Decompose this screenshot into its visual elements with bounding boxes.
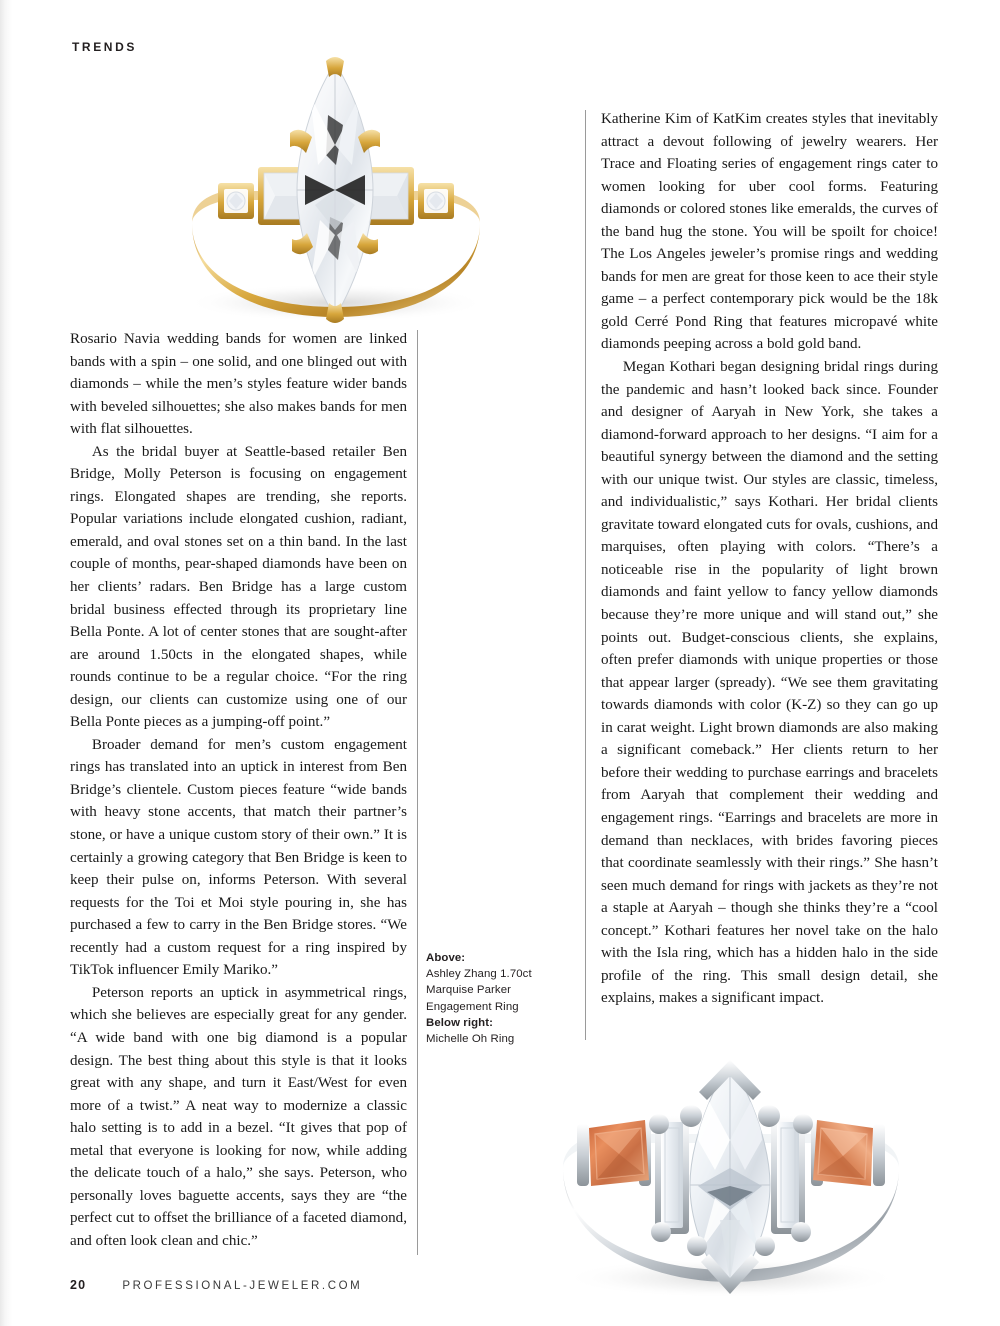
page-number: 20 bbox=[70, 1278, 87, 1292]
caption-above-line-2: Marquise Parker bbox=[426, 984, 512, 997]
page-gutter-shadow bbox=[0, 0, 12, 1326]
column-rule-left bbox=[417, 330, 418, 1255]
page-footer bbox=[70, 1278, 362, 1292]
body-column-right bbox=[601, 108, 938, 1010]
paragraph: As the bridal buyer at Seattle-based retailer Ben Bridge, Molly Peterson is focusing on engagement rings. Elongated shapes are trending, she reports. Popular variations include elongated cushion, radiant, emerald, and oval stones set on a thin band. In the last couple of months, pear-shaped diamonds have been on her clients’ radars. Ben Bridge has a large custom bridal business effected through its proprietary line Bella Ponte. A lot of center stones that are sought-after are around 1.50cts in the elongated shapes, while rounds continue to be a regular choice. “For the ring design, our clients can customize using one of our Bella Ponte pieces as a jumping-off point.” bbox=[70, 443, 407, 731]
caption-above-line-1: Ashley Zhang 1.70ct bbox=[426, 968, 532, 981]
body-column-left bbox=[70, 328, 407, 1252]
paragraph: Megan Kothari began designing bridal rings during the pandemic and hasn’t looked back since. Founder and designer of Aaryah in New York, she takes a diamond-forward approach to her designs. “I aim for a beautiful synergy between the diamond and the setting with our unique twist. Our styles are classic, timeless, and individualistic,” says Kothari. Her bridal clients gravitate toward elongated cuts for ovals, cushions, and marquises, often playing with colors. “There’s a noticeable rise in the popularity of light brown diamonds and faint yellow to fancy yellow diamonds because they’re more unique and will stand out,” she points out. Budget-conscious clients, she explains, often prefer diamonds with unique properties or those that appear larger (spready). “We see them gravitating towards diamonds with color (K-Z) so they can go up in carat weight. Light brown diamonds are also making a significant comeback.” Her clients return to her before their wedding to purchase earrings and bracelets from Aaryah that complement their wedding and engagement rings. “Earrings and bracelets are more in demand than necklaces, with brides favoring pieces that coordinate seamlessly with their rings.” She hasn’t seen much demand for rings with jackets as they’re not a staple at Aaryah – though she thinks they’re a “cool concept.” Kothari features her novel take on the halo with the Isla ring, which has a hidden halo in the side profile of the ring. This small design detail, she explains, makes a significant impact. bbox=[601, 359, 938, 1007]
caption-above-line-3: Engagement Ring bbox=[426, 1000, 519, 1013]
caption-above-label: Above: bbox=[426, 952, 466, 964]
gold-marquise-engagement-ring-photo bbox=[140, 55, 530, 325]
image-caption-block bbox=[426, 950, 576, 1047]
running-head-trends: TRENDS bbox=[72, 40, 137, 54]
website-url: PROFESSIONAL-JEWELER.COM bbox=[122, 1280, 363, 1292]
paragraph: Peterson reports an uptick in asymmetrical rings, which she believes are especially great for any gender. “A wide band with one big diamond is a popular design. The best thing about this style is that it looks great with any shape, and turn it East/West for even more of a twist.” A neat way to modernize a classic halo setting is to add in a bezel. “It gives that pop of metal that everyone is looking for now, while adding the delicate touch of a halo,” she says. Peterson, who personally loves baguette accents, says they are “the perfect cut to offset the brilliance of a faceted diamond, and often look clean and chic.” bbox=[70, 984, 407, 1249]
caption-below-line-1: Michelle Oh Ring bbox=[426, 1033, 515, 1046]
caption-below-label: Below right: bbox=[426, 1016, 494, 1029]
paragraph: Katherine Kim of KatKim creates styles that inevitably attract a devout following of jewelry wearers. Her Trace and Floating series of engagement rings cater to women looking for uber cool forms. Featuring diamonds or colored stones like emeralds, the curves of the band hug the stone. You will be spoilt for choice! The Los Angeles jeweler’s promise rings and wedding bands for men are great for those keen to ace their style game – a perfect contemporary pick would be the 18k gold Cerré Pond Ring that features micropavé white diamonds peeping across a bold gold band. bbox=[601, 111, 938, 353]
column-rule-right bbox=[585, 110, 586, 1040]
paragraph: Rosario Navia wedding bands for women are linked bands with a spin – one solid, and one blinged out with diamonds – while the men’s styles feature wider bands with beveled silhouettes; she also makes bands for men with flat silhouettes. bbox=[70, 331, 407, 438]
platinum-marquise-sapphire-ring-photo bbox=[515, 1020, 945, 1300]
paragraph: Broader demand for men’s custom engagement rings has translated into an uptick in interest from Ben Bridge’s clientele. Custom pieces feature “wide bands with heavy stone accents, that match their partner’s stone, or have a unique custom story of their own.” It is certainly a growing category that Ben Bridge is keen to keep their pulse on, informs Peterson. With several requests for the Toi et Moi style pouring in, she has purchased a few to carry in the Ben Bridge stores. “We recently had a custom request for a ring inspired by TikTok influencer Emily Mariko.” bbox=[70, 736, 407, 979]
